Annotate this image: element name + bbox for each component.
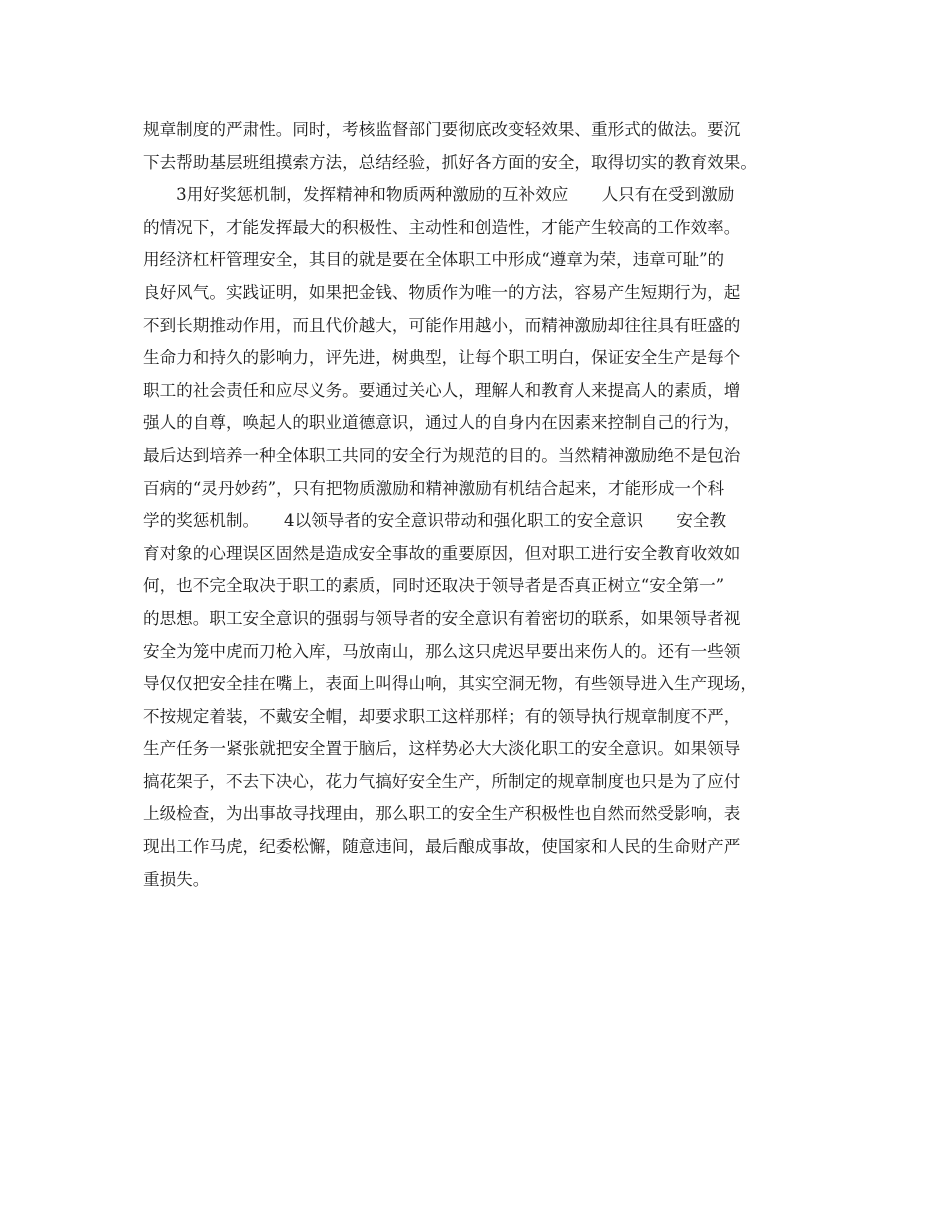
text-line: 不按规定着装，不戴安全帽，却要求职工这样那样；有的领导执行规章制度不严，	[143, 706, 741, 726]
text-line: 下去帮助基层班组摸索方法，总结经验，抓好各方面的安全，取得切实的教育效果。	[143, 152, 757, 172]
text-line: 的思想。职工安全意识的强弱与领导者的安全意识有着密切的联系，如果领导者视	[143, 608, 741, 628]
text-line: 现出工作马虎，纪委松懈，随意违间，最后酿成事故，使国家和人民的生命财产严	[143, 837, 741, 857]
text-line: 育对象的心理误区固然是造成安全事故的重要原因，但对职工进行安全教育收效如	[143, 543, 741, 563]
text-line: 职工的社会责任和应尽义务。要通过关心人，理解人和教育人来提高人的素质，增	[143, 380, 741, 400]
text-line: 用经济杠杆管理安全，其目的就是要在全体职工中形成“遵章为荣，违章可耻”的	[143, 250, 725, 270]
text-line: 最后达到培养一种全体职工共同的安全行为规范的目的。当然精神激励绝不是包治	[143, 445, 741, 465]
text-line: 百病的“灵丹妙药”，只有把物质激励和精神激励有机结合起来，才能形成一个科	[143, 478, 725, 498]
text-line: 上级检查，为出事故寻找理由，那么职工的安全生产积极性也自然而然受影响，表	[143, 804, 741, 824]
text-line: 良好风气。实践证明，如果把金钱、物质作为唯一的方法，容易产生短期行为，起	[143, 282, 741, 302]
text-line: 不到长期推动作用，而且代价越大，可能作用越小，而精神激励却往往具有旺盛的	[143, 315, 741, 335]
text-line: 生命力和持久的影响力，评先进，树典型，让每个职工明白，保证安全生产是每个	[143, 348, 741, 368]
text-line: 规章制度的严肃性。同时，考核监督部门要彻底改变轻效果、重形式的做法。要沉	[143, 120, 741, 139]
text-line: 强人的自尊，唤起人的职业道德意识，通过人的自身内在因素来控制自己的行为，	[143, 413, 741, 433]
text-line: 学的奖惩机制。 4以领导者的安全意识带动和强化职工的安全意识 安全教	[143, 511, 727, 531]
text-line: 3用好奖惩机制，发挥精神和物质两种激励的互补效应 人只有在受到激励	[143, 185, 735, 205]
text-line: 导仅仅把安全挂在嘴上，表面上叫得山响，其实空洞无物，有些领导进入生产现场，	[143, 674, 757, 694]
text-line: 重损失。	[143, 869, 210, 889]
text-line: 的情况下，才能发挥最大的积极性、主动性和创造性，才能产生较高的工作效率。	[143, 217, 741, 237]
text-line: 搞花架子，不去下决心，花力气搞好安全生产，所制定的规章制度也只是为了应付	[143, 771, 741, 791]
text-line: 何，也不完全取决于职工的素质，同时还取决于领导者是否真正树立“安全第一”	[143, 576, 725, 596]
text-line: 安全为笼中虎而刀枪入库，马放南山，那么这只虎迟早要出来伤人的。还有一些领	[143, 641, 741, 661]
body-text	[143, 114, 823, 896]
text-line: 生产任务一紧张就把安全置于脑后，这样势必大大淡化职工的安全意识。如果领导	[143, 739, 741, 759]
